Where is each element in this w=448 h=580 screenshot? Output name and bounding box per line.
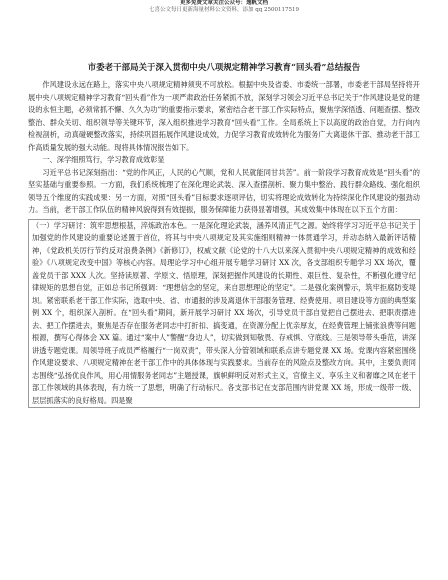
header-line-2: 七喜公文每日更新海量材料公文资料，添加 qq 2500117519 bbox=[148, 7, 300, 13]
highlighted-section bbox=[28, 219, 420, 409]
page-header bbox=[0, 0, 448, 14]
body-paragraph: 习近平总书记深刻指出：“党的作风正，人民的心气顺，党和人民就能同甘共苦”。前一阶段学习教育成效是“回头看”的坚实基础与重要参照。一方面，我们系统梳理了在深化理论武装、深入查摆剖析、聚力集中整治、践行群众路线、强化组织领导五个维度的实践成果：另一方面，对照“回头看”目标要求逐项评估，切实将理论成效转化为持续深化作风建设的强劲动力。当前，老干部工作队伍的精神风貌得到有效提振，服务保障能力获得显著增强，其成效集中体现在以下五个方面： bbox=[28, 167, 420, 214]
study-section-paragraph: （一）学习研讨：筑牢思想根基，淬炼政治本色。一是深化理论武装，涵养风清正气之源。始终将学习习近平总书记关于加强党的作风建设的重要论述置于首位，将其与中央八项规定及其实施细则精神一体贯通学习，并动态纳入最新评话精神，《党政机关厉行节约反对浪费条例》《新修订》，权威文献《论党的十八大以来深入贯彻中央八项规定精神的成效和经验》《八项规定改变中国》等核心内容。局理论学习中心组开展专题学习研讨 XX 次，各支部组织专题学习 XX 场次，覆盖党员干部 XXX 人次。坚持读原著、学原文、悟原理，深刻把握作风建设的长期性、艰巨性、复杂性，不断强化遵守纪律规矩的思想自觉，正如总书记所强调：“理想信念的坚定，来自思想理论的坚定”。二是强化案例警示，筑牢拒腐防变堤坝。紧密联系老干部工作实际，选取中央、省、市通报的涉及离退休干部服务管理、经费使用、项目建设等方面的典型案例 XX 个，组织深入剖析。在“回头看”期间，新开展学习研讨 XX 场次，引导党员干部自觉把自己摆进去、把职责摆进去、把工作摆进去，聚焦是否存在服务老同志中打折扣、搞变通，在资源分配上优亲厚友，在经费管理上铺张浪费等问题根源，撰写心得体会 XX 篇。通过“案中人”警醒“身边人”，切实做到知敬畏、存戒惧、守底线。三是领导带头垂范，讲深讲透专题党课。局领导班子成员严格履行“一岗双责”，带头深入分管领域和联系点讲专题党课 XX 场。党课内容紧密围绕作风建设要求、八项规定精神在老干部工作中的具体体现与实践要求。当前存在的风险点及整改方向。其中，主要负责同志围绕“弘扬优良作风，用心用情服务老同志”主题授课，旗帜鲜明反对形式主义，官僚主义、享乐主义和奢靡之风在老干部工作领域的具体表现，有力统一了思想，明确了行动标尺。各支部书记在支部范围内讲党课 XX 场，形成一级带一级、层层抓落实的良好格局。四是聚 bbox=[32, 220, 416, 405]
section-heading: 一、深学细照笃行，学习教育成效彰显 bbox=[42, 155, 165, 164]
document-body bbox=[28, 79, 420, 408]
document-title: 市委老干部局关于深入贯彻中央八项规定精神学习教育“回头看”总结报告 bbox=[87, 62, 361, 72]
header-line-1: 更多免费文章关注公众号：逸帆文档 bbox=[179, 0, 268, 6]
intro-paragraph: 作风建设永远在路上，落实中央八项规定精神须臾不可放松。根据中央及省委、市委统一部署，市委老干部局坚持将开展中央八项规定精神学习教育“回头看”作为一项严肃政治任务紧抓不放，深刻学习领会习近平总书记关于“作风建设是党的建设的永恒主题，必须常抓不懈、久久为功”的重要指示要求，紧密结合老干部工作实际特点，聚焦学深悟透、问题查摆、整改整治、群众关切、组织领导等关键环节，深入组织推进学习教育“回头看”工作。全局系统上下以高度的政治自觉，力行向内检视剖析，动真碰硬整改落实，持续巩固拓展作风建设成效，力促学习教育成效转化为服务广大离退休干部、推动老干部工作高质量发展的强大动能。现将具体情况报告如下。 bbox=[28, 80, 420, 152]
